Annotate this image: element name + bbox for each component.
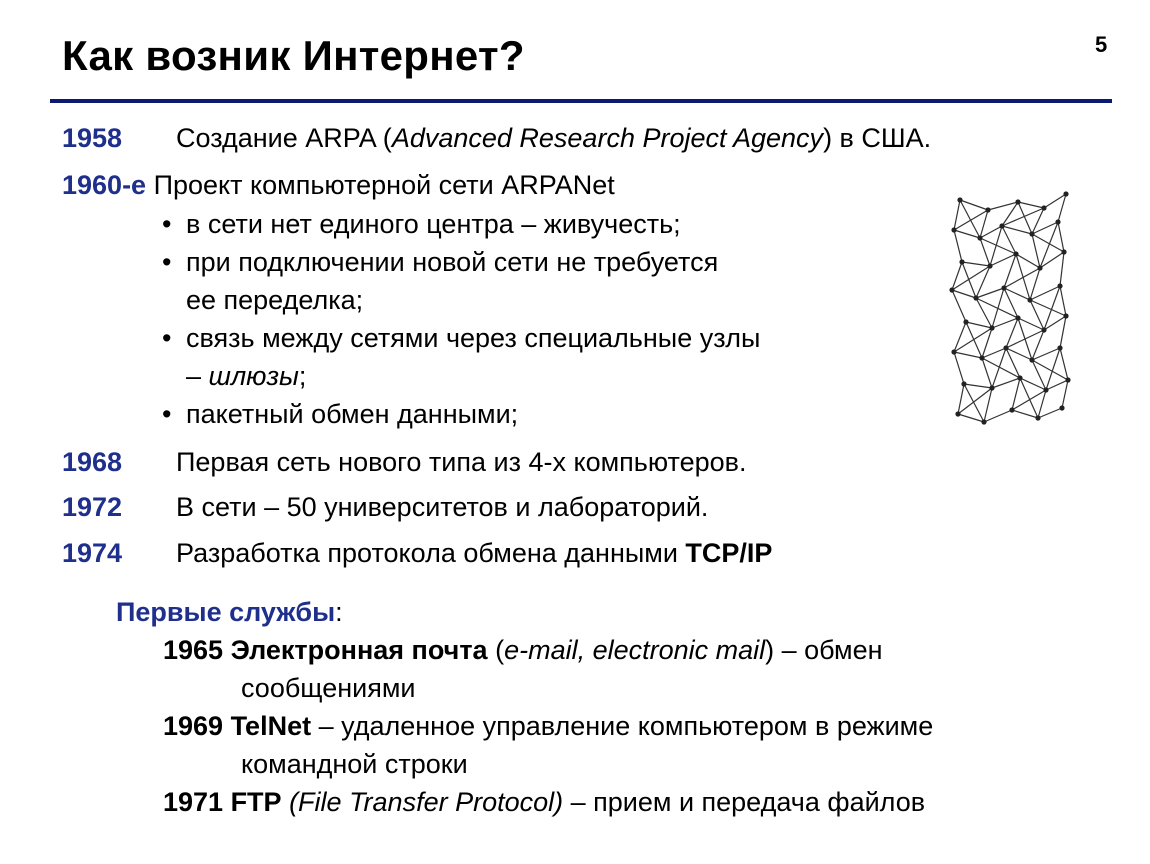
mesh-node	[957, 197, 962, 202]
mesh-node	[973, 295, 978, 300]
bullet-glyph: •	[162, 209, 172, 239]
page-number: 5	[1095, 32, 1108, 57]
mesh-link	[1038, 408, 1062, 418]
network-mesh-icon	[940, 182, 1080, 432]
mesh-node	[977, 235, 982, 240]
mesh-link	[952, 290, 966, 322]
mesh-node	[955, 411, 960, 416]
mesh-link	[982, 328, 992, 358]
mesh-node	[951, 349, 956, 354]
mesh-link	[984, 410, 1012, 422]
timeline-year: 1972	[62, 492, 123, 522]
mesh-link	[1060, 252, 1064, 286]
mesh-link	[954, 200, 960, 230]
mesh-node	[959, 259, 964, 264]
mesh-node	[1029, 231, 1034, 236]
bullet-item: • при подключении новой сети не требуется	[162, 247, 719, 277]
bullet-item: • связь между сетями через специальные узлы	[162, 323, 761, 353]
mesh-node	[949, 287, 954, 292]
mesh-node	[1055, 219, 1060, 224]
mesh-link	[1020, 378, 1038, 418]
timeline-year: 1958	[62, 123, 123, 153]
bullet-item: • пакетный обмен данными;	[162, 399, 519, 429]
mesh-node	[987, 263, 992, 268]
mesh-link	[1002, 226, 1016, 254]
mesh-node	[1003, 345, 1008, 350]
mesh-node	[999, 223, 1004, 228]
mesh-link	[1062, 380, 1068, 408]
timeline-entry-1958: 1958 Создание ARPA (Advanced Research Project Agency) в США.	[62, 123, 932, 153]
mesh-link	[992, 348, 1006, 388]
services-heading: Первые службы:	[116, 597, 343, 627]
mesh-link	[954, 352, 964, 384]
mesh-node	[1029, 357, 1034, 362]
mesh-node	[1059, 405, 1064, 410]
bullet-item: • в сети нет единого центра – живучесть;	[162, 209, 681, 239]
mesh-node	[1057, 345, 1062, 350]
mesh-node	[989, 325, 994, 330]
mesh-link	[1012, 410, 1038, 418]
mesh-link	[962, 262, 976, 298]
service-continuation: командной строки	[241, 749, 468, 779]
mesh-link	[1030, 300, 1044, 330]
mesh-link	[1032, 234, 1040, 268]
timeline-year: 1974	[62, 538, 123, 568]
mesh-node	[1015, 315, 1020, 320]
mesh-node	[1013, 251, 1018, 256]
mesh-link	[976, 298, 992, 328]
mesh-node	[1009, 407, 1014, 412]
mesh-node	[981, 419, 986, 424]
mesh-node	[979, 355, 984, 360]
mesh-link	[962, 262, 990, 266]
service-item-email: 1965 Электронная почта (e-mail, electronic mail) – обмен	[163, 635, 883, 665]
mesh-node	[1017, 375, 1022, 380]
mesh-node	[1065, 377, 1070, 382]
mesh-node	[989, 385, 994, 390]
mesh-link	[1032, 234, 1064, 252]
mesh-node	[1015, 199, 1020, 204]
title-divider	[50, 99, 1112, 103]
service-item-telnet: 1969 TelNet – удаленное управление компьютером в режиме	[163, 711, 934, 741]
mesh-link	[966, 322, 992, 328]
mesh-link	[1018, 202, 1044, 208]
mesh-node	[1041, 205, 1046, 210]
timeline-year: 1968	[62, 447, 123, 477]
mesh-node	[1041, 327, 1046, 332]
bullet-glyph: •	[162, 399, 172, 429]
timeline-entry-1960s: 1960-е Проект компьютерной сети ARPANet	[62, 170, 615, 200]
timeline-year: 1960-е	[62, 170, 147, 200]
mesh-link	[1012, 378, 1020, 410]
bullet-glyph: •	[162, 323, 172, 353]
mesh-link	[976, 298, 1018, 318]
mesh-link	[1060, 286, 1066, 316]
bullet-continuation: – шлюзы;	[186, 361, 307, 391]
mesh-node	[985, 207, 990, 212]
mesh-link	[954, 328, 992, 352]
mesh-link	[954, 352, 982, 358]
mesh-link	[992, 288, 1004, 328]
mesh-link	[964, 384, 992, 388]
mesh-link	[954, 322, 966, 352]
mesh-node	[1037, 265, 1042, 270]
mesh-link	[1004, 288, 1018, 318]
timeline-entry-1974: 1974 Разработка протокола обмена данными TCP/IP	[62, 538, 773, 568]
mesh-node	[1035, 415, 1040, 420]
mesh-link	[1002, 226, 1032, 234]
mesh-node	[1061, 249, 1066, 254]
service-item-ftp: 1971 FTP (File Transfer Protocol) – прием и передача файлов	[163, 787, 926, 817]
timeline-entry-1968: 1968 Первая сеть нового типа из 4-х компьютеров.	[62, 447, 747, 477]
bullet-glyph: •	[162, 247, 172, 277]
mesh-link	[1030, 300, 1066, 316]
mesh-node	[963, 319, 968, 324]
mesh-node	[1027, 297, 1032, 302]
mesh-link	[954, 230, 962, 262]
mesh-link	[1060, 348, 1068, 380]
mesh-link	[1006, 348, 1020, 378]
mesh-link	[1044, 316, 1066, 330]
mesh-node	[1001, 285, 1006, 290]
mesh-link	[1058, 222, 1064, 252]
service-continuation: сообщениями	[241, 673, 416, 703]
mesh-node	[1043, 387, 1048, 392]
mesh-node	[1063, 191, 1068, 196]
mesh-node	[1063, 313, 1068, 318]
slide-title: Как возник Интернет?	[62, 32, 525, 79]
mesh-link	[1004, 288, 1030, 300]
mesh-link	[1020, 378, 1046, 390]
mesh-node	[951, 227, 956, 232]
bullet-continuation: ее переделка;	[186, 285, 364, 315]
mesh-link	[1060, 316, 1066, 348]
mesh-link	[992, 378, 1020, 388]
timeline-entry-1972: 1972 В сети – 50 университетов и лабораторий.	[62, 492, 709, 522]
mesh-node	[1057, 283, 1062, 288]
mesh-link	[952, 262, 962, 290]
mesh-node	[961, 381, 966, 386]
